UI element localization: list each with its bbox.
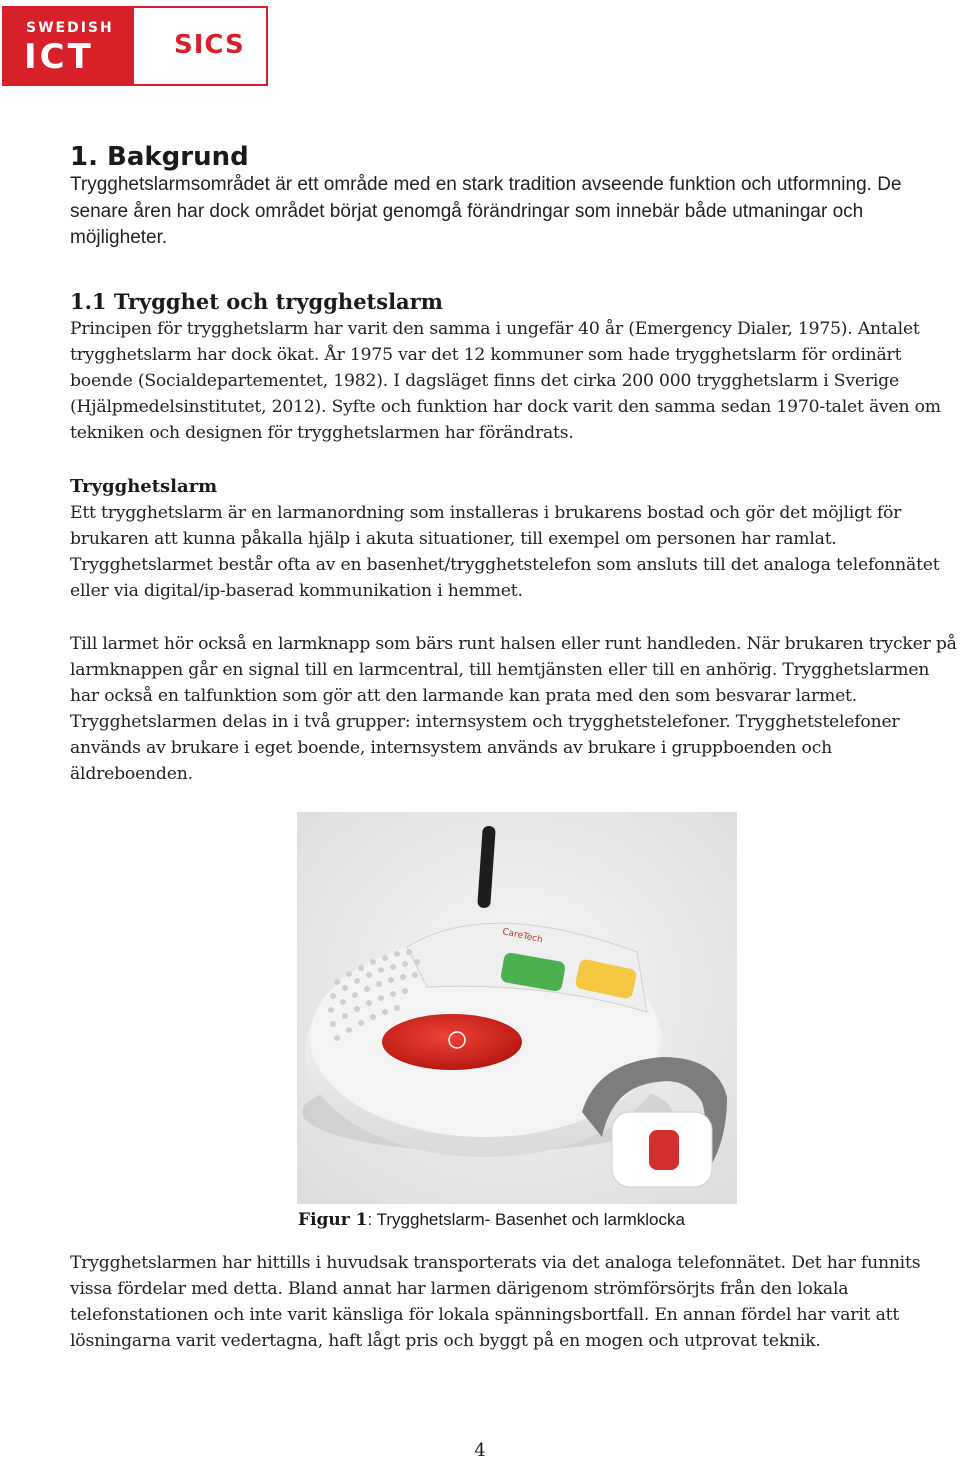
swedish-ict-logo-block: [2, 6, 134, 86]
section-bakgrund: [70, 142, 960, 252]
paragraph-bakgrund: Trygghetslarmsområdet är ett område med en stark tradition avseende funktion och utformning. De senare åren har dock området börjat genomgå förändringar som innebär både utmaningar och möjligheter.: [70, 174, 902, 248]
logo-top-text: SWEDISH: [26, 20, 114, 36]
section-closing: [70, 1250, 960, 1354]
paragraph-trygghetslarm-1: Ett trygghetslarm är en larmanordning som installeras i brukarens bostad och gör det möjligt för brukaren att kunna påkalla hjälp i akuta situationer, till exempel om personen har ramlat. Trygghetslarmet består ofta av en basenhet/trygghetstelefon som ansluts till det analoga telefonnätet eller via digital/ip-baserad kommunikation i hemmet.: [70, 503, 940, 601]
paragraph-closing: Trygghetslarmen har hittills i huvudsak transporterats via det analoga telefonnätet. Det har funnits vissa fördelar med detta. Bland annat har larmen därigenom strömförsörjts från den lokala telefonstationen och inte varit känsliga för lokala spänningsbortfall. En annan fördel har varit att lösningarna varit vedertagna, haft lågt pris och byggt på en mogen och utprovat teknik.: [70, 1253, 921, 1351]
heading-bakgrund: 1. Bakgrund: [70, 142, 249, 172]
heading-trygghetslarm: Trygghetslarm: [70, 476, 218, 497]
paragraph-trygghet: Principen för trygghetslarm har varit den samma i ungefär 40 år (Emergency Dialer, 1975). Antalet trygghetslarm har dock ökat. År 1975 var det 12 kommuner som hade trygghetslarm för ordinärt boende (Socialdepartementet, 1982). I dagsläget finns det cirka 200 000 trygghetslarm i Sverige (Hjälpmedelsinstitutet, 2012). Syfte och funktion har dock varit den samma sedan 1970-talet även om tekniken och designen för trygghetslarmen har förändrats.: [70, 319, 941, 443]
logo-main-text: ICT: [24, 37, 94, 77]
caption-label: Figur 1: [298, 1210, 368, 1230]
sics-logo-block: [134, 6, 268, 86]
heading-trygghet: 1.1 Trygghet och trygghetslarm: [70, 289, 443, 314]
figure-caption: [0, 1209, 960, 1231]
paragraph-trygghetslarm-2: Till larmet hör också en larmknapp som bärs runt halsen eller runt handleden. När brukaren trycker på larmknappen går en signal till en larmcentral, till hemtjänsten eller till en anhörig. Trygghetslarmen har också en talfunktion som gör att den larmande kan prata med den som besvarar larmet. Trygghetslarmen delas in i två grupper: internsystem och trygghetstelefoner. Trygghetstelefoner används av brukare i eget boende, internsystem används av brukare i gruppboenden och äldreboenden.: [70, 634, 957, 784]
section-trygghetslarm: [70, 474, 960, 604]
figure-base-unit-and-wristband: [297, 812, 737, 1204]
brand-label: CareTech: [501, 927, 544, 946]
section-larmknapp: [70, 631, 960, 787]
wristband-red-button: [649, 1130, 679, 1170]
alarm-device-illustration: [297, 812, 737, 1204]
page-number: 4: [474, 1440, 486, 1461]
swedish-ict-sics-logo: [2, 6, 270, 86]
logo-partner-text: SICS: [174, 30, 245, 60]
red-alarm-button: [382, 1014, 522, 1070]
section-trygghet: [70, 288, 960, 446]
caption-text: : Trygghetslarm- Basenhet och larmklocka: [367, 1210, 685, 1229]
